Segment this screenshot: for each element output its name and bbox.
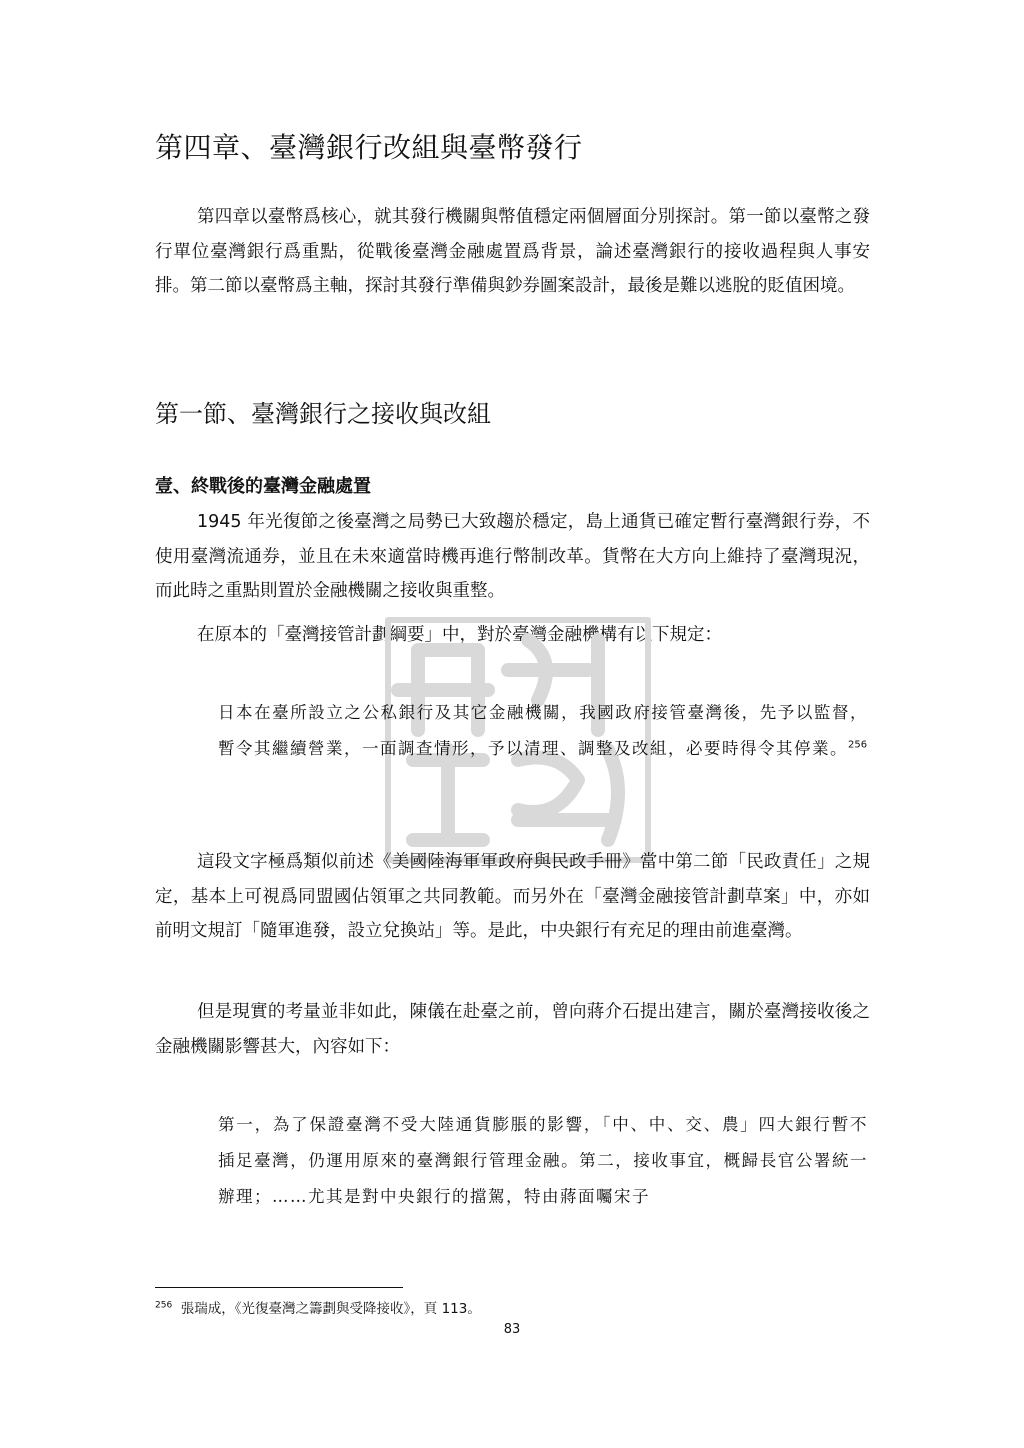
body-paragraph-1: 1945 年光復節之後臺灣之局勢已大致趨於穩定，島上通貨已確定暫行臺灣銀行券，不使用臺灣流通券，並且在未來適當時機再進行幣制改革。貨幣在大方向上維持了臺灣現況，而此時之重點則置於金融機關之接收與重整。 [155,512,870,601]
block-quote-2: 第一，為了保證臺灣不受大陸通貨膨脹的影響，「中、中、交、農」四大銀行暫不插足臺灣，仍運用原來的臺灣銀行管理金融。第二，接收事宜，概歸長官公署統一辦理；……尤其是對中央銀行的擋駕，特由蔣面囑宋子 [218,1115,868,1206]
section-title: 第一節、臺灣銀行之接收與改組 [155,400,491,428]
footnote [155,1297,481,1317]
footnote-text: 張瑞成，《光復臺灣之籌劃與受降接收》，頁 113。 [180,1301,481,1317]
body-paragraph-4: 但是現實的考量並非如此，陳儀在赴臺之前，曾向蔣介石提出建言，關於臺灣接收後之金融機關影響甚大，內容如下： [155,1002,870,1057]
chapter-title: 第四章、臺灣銀行改組與臺幣發行 [155,131,583,164]
footnote-reference[interactable]: 256 [848,739,868,751]
footnote-number: 256 [155,1300,173,1311]
page-number: 83 [503,1322,521,1337]
body-paragraph-2: 在原本的「臺灣接管計劃綱要」中，對於臺灣金融機構有以下規定： [197,625,722,645]
subsection-title: 壹、終戰後的臺灣金融處置 [155,476,371,497]
block-quote-1-text: 日本在臺所設立之公私銀行及其它金融機關，我國政府接管臺灣後，先予以監督，暫令其繼續營業，一面調查情形，予以清理、調整及改組，必要時得令其停業。 [218,703,868,758]
body-paragraph-3: 這段文字極爲類似前述《美國陸海軍軍政府與民政手冊》當中第二節「民政責任」之規定，基本上可視爲同盟國佔領軍之共同教範。而另外在「臺灣金融接管計劃草案」中，亦如前明文規訂「隨軍進發，設立兌換站」等。是此，中央銀行有充足的理由前進臺灣。 [155,852,870,941]
intro-paragraph: 第四章以臺幣爲核心，就其發行機關與幣值穩定兩個層面分別探討。第一節以臺幣之發行單位臺灣銀行爲重點，從戰後臺灣金融處置爲背景，論述臺灣銀行的接收過程與人事安排。第二節以臺幣爲主軸，探討其發行準備與鈔券圖案設計，最後是難以逃脫的貶值困境。 [155,207,870,296]
block-quote-1 [218,695,868,767]
footnote-divider [155,1287,403,1288]
